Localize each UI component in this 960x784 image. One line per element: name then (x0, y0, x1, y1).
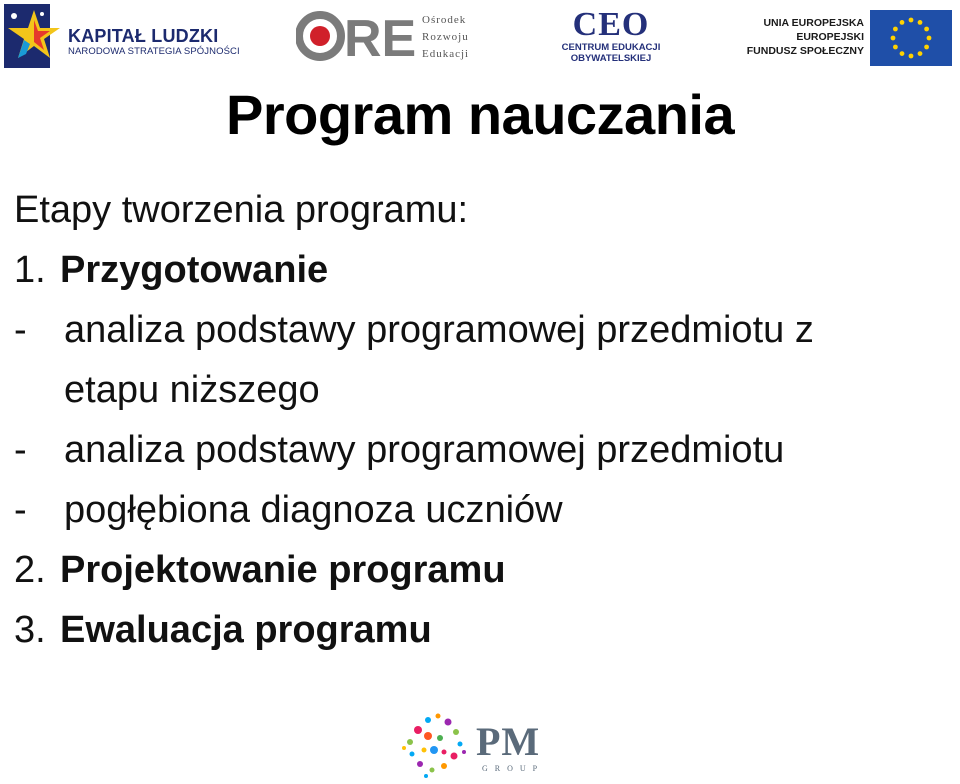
eu-text (747, 16, 864, 58)
ore-word-1: Ośrodek (422, 14, 467, 26)
eu-line-2: EUROPEJSKI (796, 31, 864, 43)
page-title: Program nauczania (226, 83, 735, 146)
ore-word-2: Rozwoju (422, 31, 469, 43)
bullet-3-dash: - (14, 489, 27, 531)
bullet-2-text: analiza podstawy programowej przedmiotu (64, 429, 785, 471)
step-3 (14, 600, 944, 660)
kapital-ludzki-logo (4, 4, 240, 66)
pm-group-sub: GROUP (482, 764, 545, 773)
bullet-1 (14, 300, 944, 360)
step-1 (14, 240, 944, 300)
ore-logo (296, 8, 486, 68)
step-1-number: 1. (14, 249, 46, 291)
pm-group-dots-icon (398, 708, 472, 780)
step-2 (14, 540, 944, 600)
pm-group-logo (398, 708, 558, 784)
bullet-3-text: pogłębiona diagnoza uczniów (64, 489, 563, 531)
pm-group-mark: PM (476, 719, 541, 764)
svg-text:RE: RE (344, 10, 416, 62)
ceo-line-1: CENTRUM EDUKACJI (561, 42, 661, 53)
step-2-label: Projektowanie programu (60, 549, 506, 591)
bullet-2 (14, 420, 944, 480)
ceo-line-2: OBYWATELSKIEJ (570, 53, 652, 64)
step-2-number: 2. (14, 549, 46, 591)
kapital-ludzki-star-icon (4, 4, 64, 68)
eu-line-3: FUNDUSZ SPOŁECZNY (746, 45, 864, 57)
ore-word-3: Edukacji (422, 48, 470, 60)
bullet-2-dash: - (14, 429, 27, 471)
kapital-ludzki-title: KAPITAŁ LUDZKI (68, 26, 219, 46)
step-3-number: 3. (14, 609, 46, 651)
ceo-mark: CEO (572, 6, 650, 43)
ore-mark-icon (296, 10, 416, 62)
step-3-label: Ewaluacja programu (60, 609, 432, 651)
bullet-1-text: analiza podstawy programowej przedmiotu z (64, 309, 814, 351)
eu-logo (746, 10, 956, 68)
kapital-ludzki-subtitle: NARODOWA STRATEGIA SPÓJNOŚCI (68, 46, 240, 57)
eu-line-1: UNIA EUROPEJSKA (763, 17, 864, 29)
slide-body (14, 180, 944, 660)
ore-words (422, 12, 469, 63)
bullet-3 (14, 480, 944, 540)
logo-bar (0, 0, 960, 78)
eu-flag-icon (870, 10, 952, 66)
bullet-1-continuation: etapu niższego (64, 369, 320, 411)
ceo-logo (556, 8, 666, 68)
intro-line: Etapy tworzenia programu: (14, 189, 469, 231)
bullet-1-dash: - (14, 309, 27, 351)
step-1-label: Przygotowanie (60, 249, 329, 291)
